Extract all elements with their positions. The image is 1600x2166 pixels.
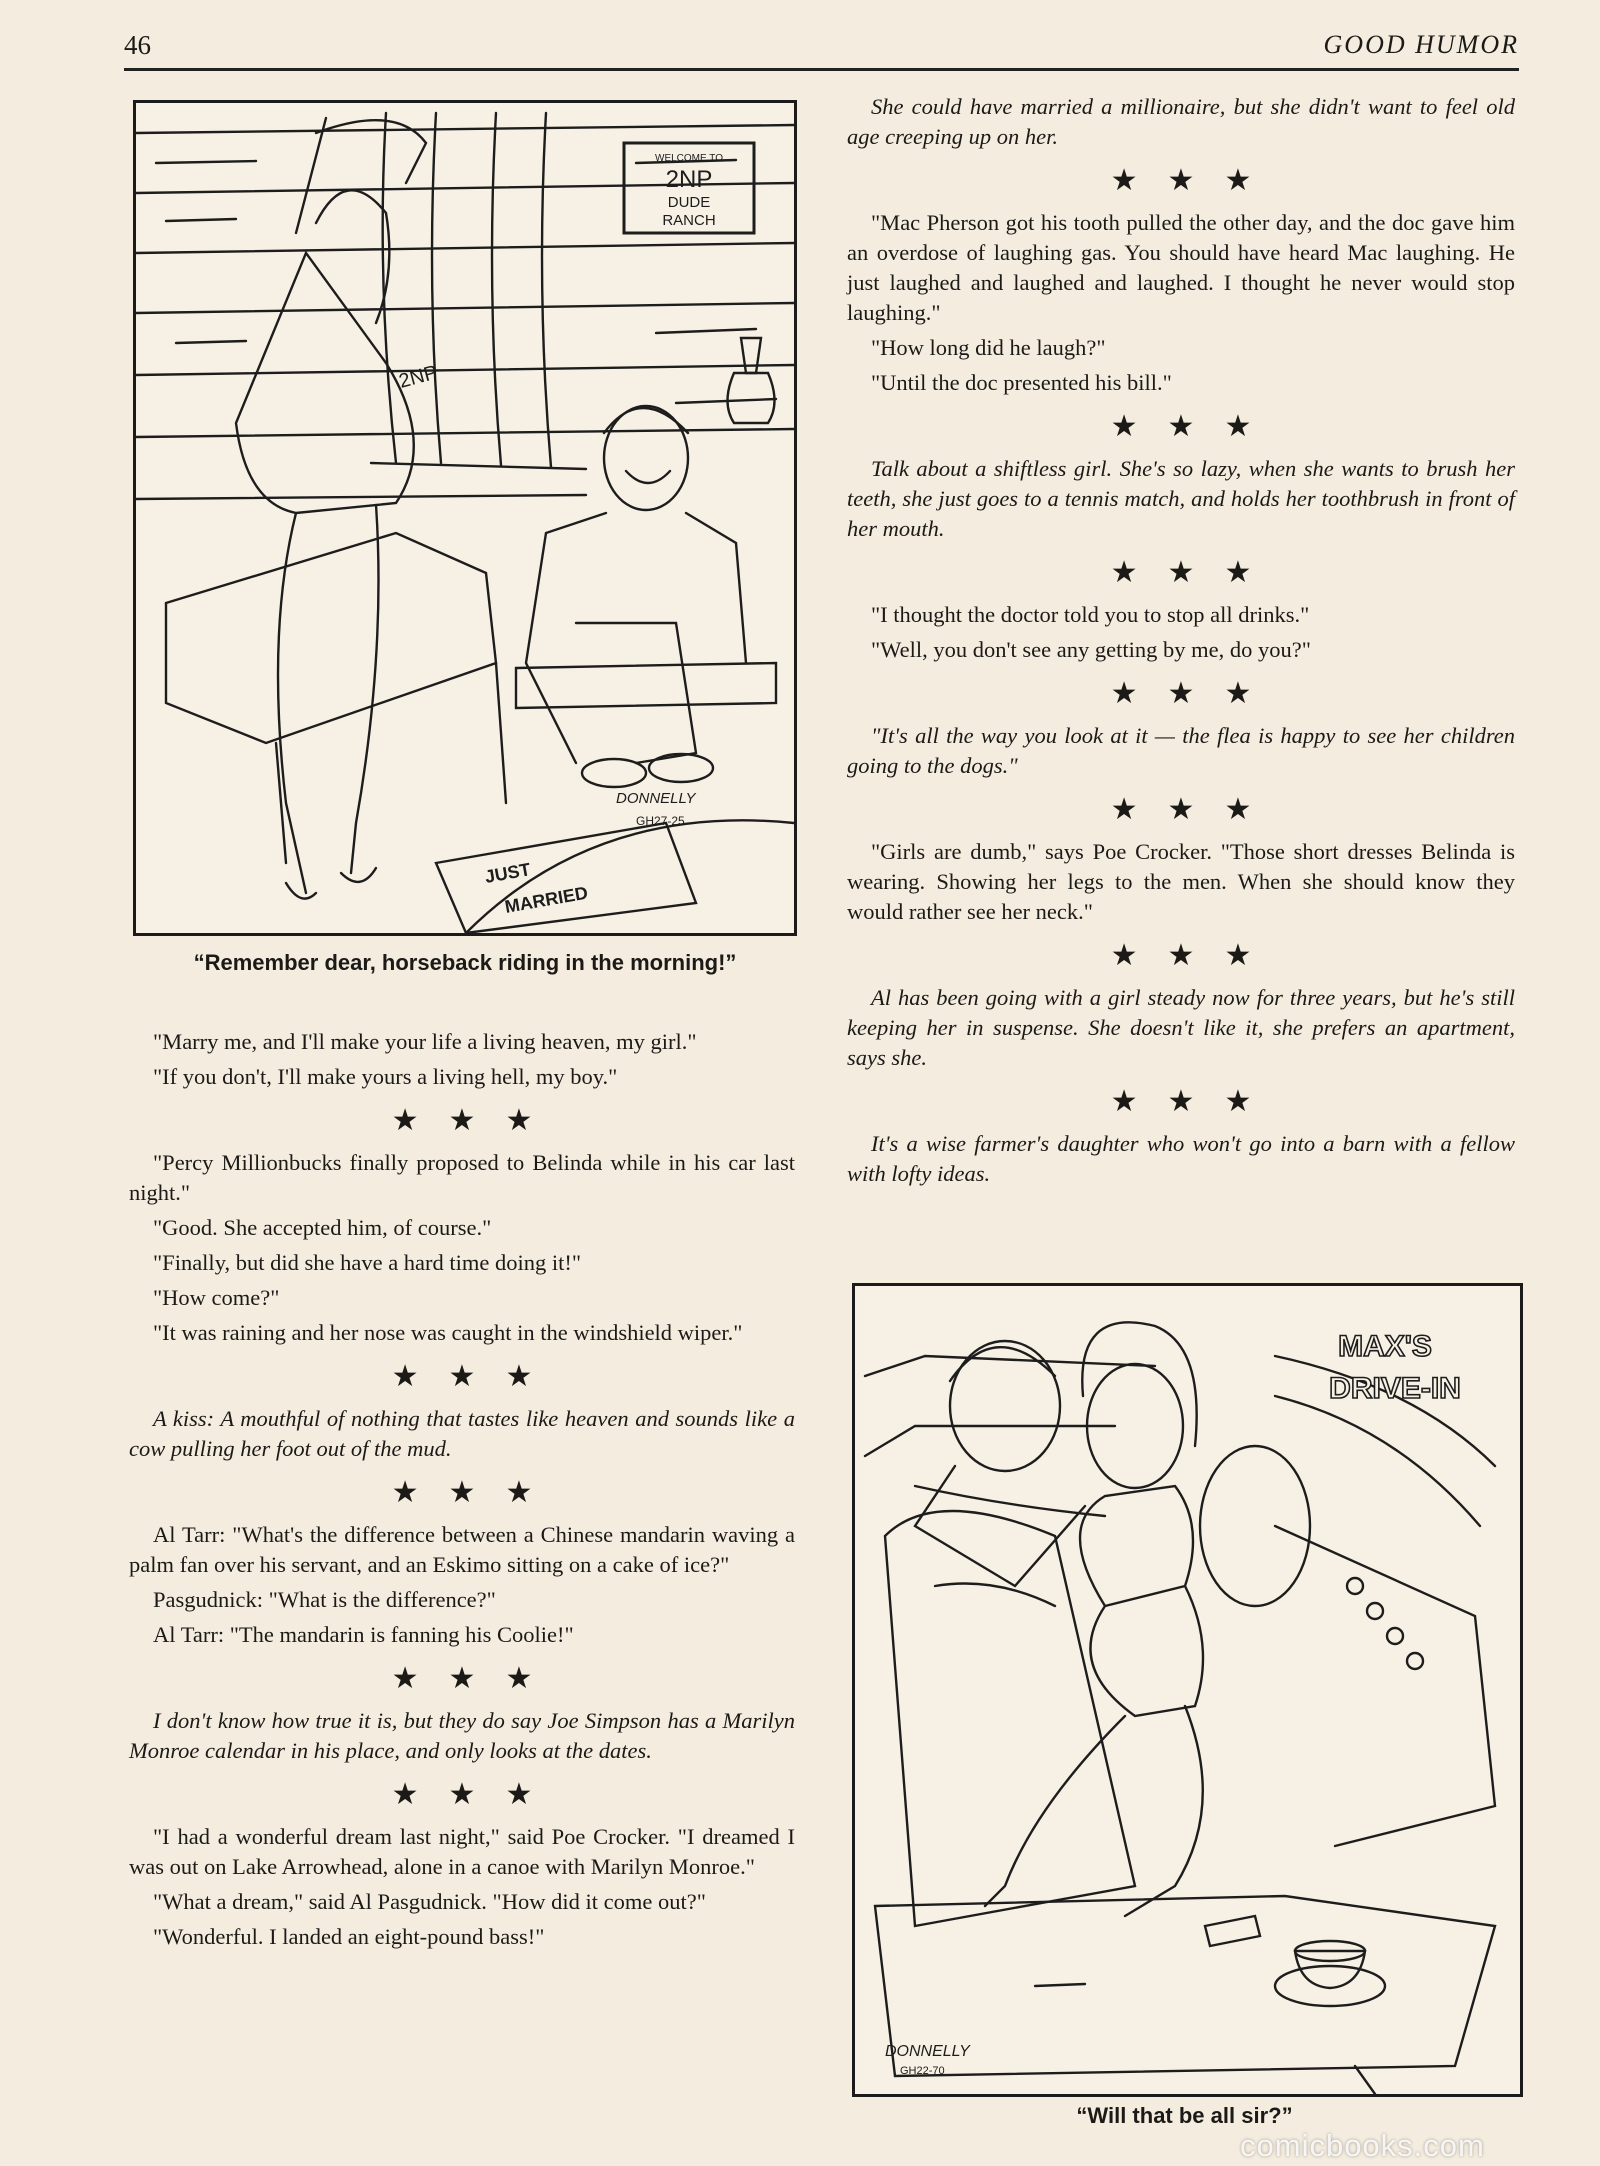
joke [847,208,1515,398]
joke-paragraph: Talk about a shiftless girl. She's so lazy, when she wants to brush her teeth, she just goes to a tennis match, and holds her toothbrush in front of her mouth. [847,456,1515,541]
suitcase-married: MARRIED [503,882,590,917]
joke [847,983,1515,1073]
joke-paragraph: "Marry me, and I'll make your life a living heaven, my girl." [153,1029,697,1054]
joke-paragraph: Al Tarr: "The mandarin is fanning his Coolie!" [153,1622,574,1647]
artist-signature-2: DONNELLY [885,2043,970,2060]
joke-paragraph: Al has been going with a girl steady now for three years, but he's still keeping her in suspense. She doesn't like it, she prefers an apartment, says she. [847,985,1515,1070]
wall-brand: 2NP [396,361,440,393]
joke [129,1027,795,1092]
joke-paragraph: A kiss: A mouthful of nothing that tastes like heaven and sounds like a cow pulling her foot out of the mud. [129,1406,795,1461]
drive-in-sign-line1: MAX'S [1338,1330,1432,1363]
star-divider: ★★★ [1110,676,1282,711]
joke-paragraph: "If you don't, I'll make yours a living hell, my boy." [153,1064,618,1089]
joke [129,1148,795,1348]
joke-paragraph: "I had a wonderful dream last night," said Poe Crocker. "I dreamed I was out on Lake Arrowhead, alone in a canoe with Marilyn Monroe." [129,1824,795,1879]
left-column [129,1027,795,1957]
joke-paragraph: "Finally, but did she have a hard time doing it!" [153,1250,582,1275]
star-divider: ★★★ [1110,409,1282,444]
cartoon-code: GH27-25 [636,814,685,828]
joke-paragraph: "I thought the doctor told you to stop all drinks." [871,602,1310,627]
joke [847,454,1515,544]
joke-paragraph: "How long did he laugh?" [871,335,1106,360]
joke-paragraph: "Wonderful. I landed an eight-pound bass!" [153,1924,545,1949]
joke [847,837,1515,927]
joke [847,721,1515,781]
sign-line2: RANCH [662,212,716,229]
star-divider: ★★★ [1110,938,1282,973]
joke [129,1822,795,1952]
joke-paragraph: I don't know how true it is, but they do say Joe Simpson has a Marilyn Monroe calendar in his place, and only looks at the dates. [129,1708,795,1763]
sign-welcome: WELCOME TO [655,153,723,164]
drive-in-sign-line2: DRIVE-IN [1329,1372,1461,1405]
star-divider: ★★★ [1110,555,1282,590]
cartoon-caption-2: “Will that be all sir?” [1076,2103,1293,2128]
right-column [847,92,1515,1194]
site-watermark: comicbooks.com [1240,2128,1485,2163]
joke-paragraph: "Mac Pherson got his tooth pulled the other day, and the doc gave him an overdose of laughing gas. You should have heard Mac laughing. He just laughed and laughed and laughed. I thought he never would stop laughing." [847,210,1515,325]
joke-paragraph: It's a wise farmer's daughter who won't go into a barn with a fellow with lofty ideas. [847,1131,1515,1186]
star-divider: ★★★ [391,1475,563,1510]
joke [847,600,1515,665]
joke-paragraph: "Well, you don't see any getting by me, do you?" [871,637,1311,662]
cartoon-honeymoon-drawing [136,103,794,933]
joke [129,1520,795,1650]
artist-signature: DONNELLY [616,790,696,807]
joke-paragraph: Pasgudnick: "What is the difference?" [153,1587,496,1612]
star-divider: ★★★ [1110,792,1282,827]
running-header [124,24,1519,71]
sign-brand: 2NP [665,166,713,193]
joke-paragraph: "It was raining and her nose was caught in the windshield wiper." [153,1320,743,1345]
joke-paragraph: "Until the doc presented his bill." [871,370,1172,395]
joke-paragraph: "Percy Millionbucks finally proposed to Belinda while in his car last night." [129,1150,795,1205]
joke [129,1706,795,1766]
star-divider: ★★★ [391,1103,563,1138]
star-divider: ★★★ [1110,163,1282,198]
suitcase-just: JUST [483,859,533,887]
star-divider: ★★★ [391,1359,563,1394]
joke-paragraph: "Girls are dumb," says Poe Crocker. "Those short dresses Belinda is wearing. Showing her legs to the men. When she should know they would rather see her neck." [847,839,1515,924]
page-number: 46 [124,30,151,60]
star-divider: ★★★ [391,1777,563,1812]
cartoon-caption: “Remember dear, horseback riding in the morning!” [193,950,737,975]
joke-paragraph: "It's all the way you look at it — the flea is happy to see her children going to the dogs." [847,723,1515,778]
cartoon-drive-in-drawing [855,1286,1520,2094]
joke [847,1129,1515,1189]
joke-paragraph: She could have married a millionaire, but she didn't want to feel old age creeping up on her. [847,94,1515,149]
cartoon-code-2: GH22-70 [900,2065,945,2077]
joke-paragraph: "Good. She accepted him, of course." [153,1215,492,1240]
star-divider: ★★★ [1110,1084,1282,1119]
joke [129,1404,795,1464]
sign-line1: DUDE [667,194,711,211]
cartoon-drive-in [852,1283,1523,2097]
joke-paragraph: Al Tarr: "What's the difference between a Chinese mandarin waving a palm fan over his servant, and an Eskimo sitting on a cake of ice?" [129,1522,795,1577]
star-divider: ★★★ [391,1661,563,1696]
joke-paragraph: "What a dream," said Al Pasgudnick. "How did it come out?" [153,1889,706,1914]
joke [847,92,1515,152]
cartoon-honeymoon [133,100,797,936]
running-title: GOOD HUMOR [1323,30,1519,59]
joke-paragraph: "How come?" [153,1285,280,1310]
